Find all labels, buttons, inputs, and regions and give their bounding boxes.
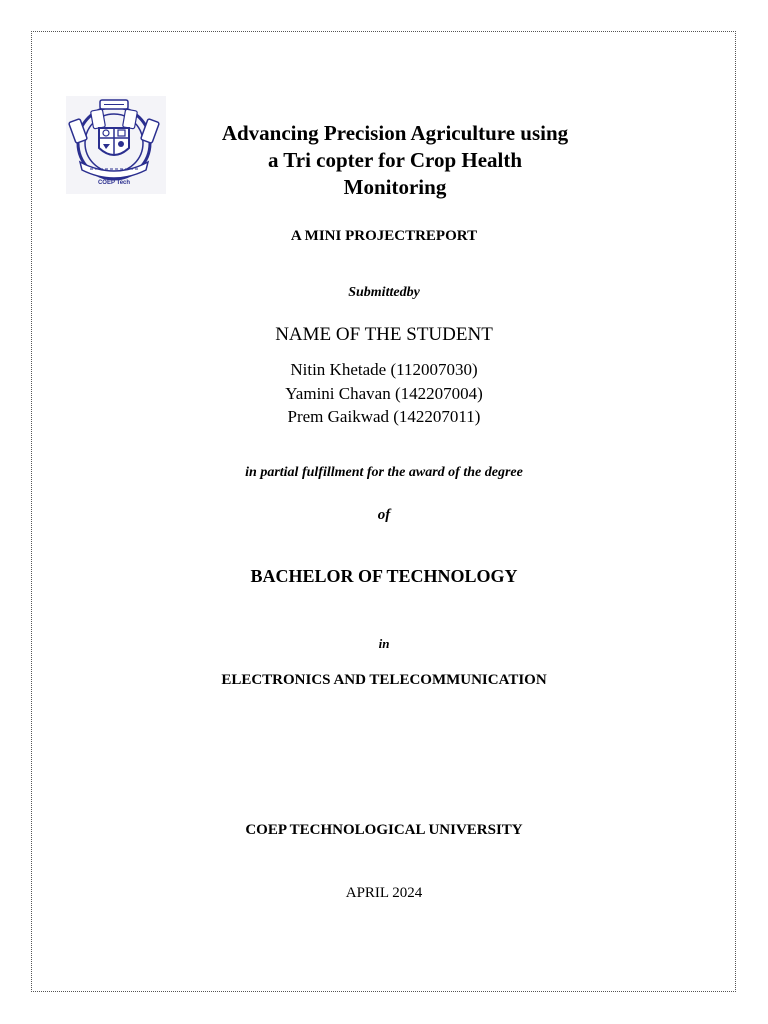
title-line: Monitoring <box>343 175 447 199</box>
submitted-by-label: Submittedby <box>348 285 420 300</box>
document-title <box>190 120 600 201</box>
student-list <box>0 358 768 429</box>
title-line: Advancing Precision Agriculture using <box>221 121 569 145</box>
student-name-heading: NAME OF THE STUDENT <box>275 324 493 345</box>
student-entry: Prem Gaikwad (142207011) <box>287 407 481 426</box>
title-line: a Tri copter for Crop Health <box>267 148 523 172</box>
in-connector: in <box>378 636 390 651</box>
student-entry: Nitin Khetade (112007030) <box>290 360 478 379</box>
degree-name: BACHELOR OF TECHNOLOGY <box>250 566 518 586</box>
of-connector: of <box>377 507 391 523</box>
student-entry: Yamini Chavan (142207004) <box>285 383 483 403</box>
university-name: COEP TECHNOLOGICAL UNIVERSITY <box>245 822 523 838</box>
submission-date: APRIL 2024 <box>345 885 423 901</box>
fulfillment-statement: in partial fulfillment for the award of the degree <box>245 465 523 480</box>
branch-name: ELECTRONICS AND TELECOMMUNICATION <box>221 672 547 688</box>
logo-caption: COEP Tech <box>97 180 131 186</box>
report-type: A MINI PROJECTREPORT <box>290 228 478 244</box>
